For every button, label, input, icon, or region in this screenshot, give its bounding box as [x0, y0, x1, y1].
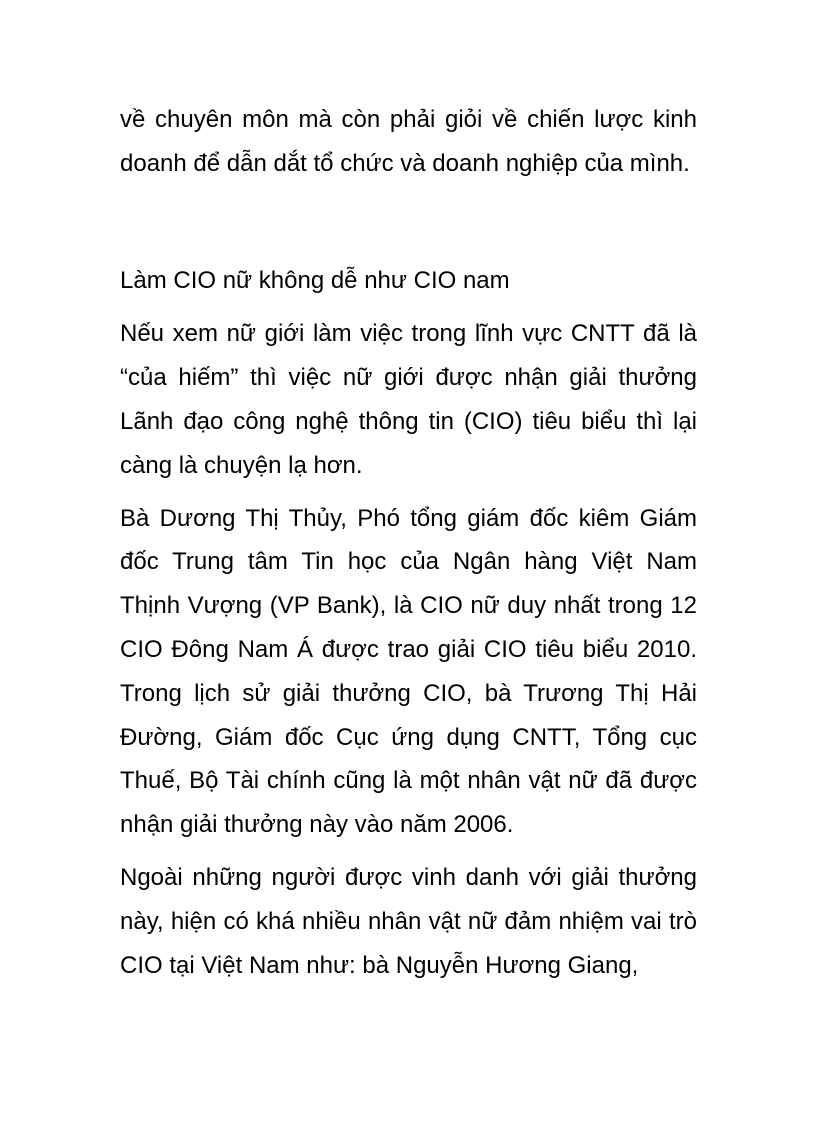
- document-body: [120, 98, 697, 996]
- paragraph-intro: về chuyên môn mà còn phải giỏi về chiến lược kinh doanh để dẫn dắt tổ chức và doanh nghiệp của mình.: [120, 106, 697, 177]
- paragraph-1: Nếu xem nữ giới làm việc trong lĩnh vực CNTT đã là “của hiếm” thì việc nữ giới được nhận giải thưởng Lãnh đạo công nghệ thông tin (CIO) tiêu biểu thì lại càng là chuyện lạ hơn.: [120, 320, 697, 479]
- section-spacer: [120, 195, 697, 259]
- section-heading: Làm CIO nữ không dễ như CIO nam: [120, 266, 510, 294]
- paragraph-2: Bà Dương Thị Thủy, Phó tổng giám đốc kiêm Giám đốc Trung tâm Tin học của Ngân hàng Việt Nam Thịnh Vượng (VP Bank), là CIO nữ duy nhất trong 12 CIO Đông Nam Á được trao giải CIO tiêu biểu 2010. Trong lịch sử giải thưởng CIO, bà Trương Thị Hải Đường, Giám đốc Cục ứng dụng CNTT, Tổng cục Thuế, Bộ Tài chính cũng là một nhân vật nữ đã được nhận giải thưởng này vào năm 2006.: [120, 504, 697, 839]
- paragraph-3: Ngoài những người được vinh danh với giải thưởng này, hiện có khá nhiều nhân vật nữ đảm nhiệm vai trò CIO tại Việt Nam như: bà Nguyễn Hương Giang,: [120, 863, 697, 979]
